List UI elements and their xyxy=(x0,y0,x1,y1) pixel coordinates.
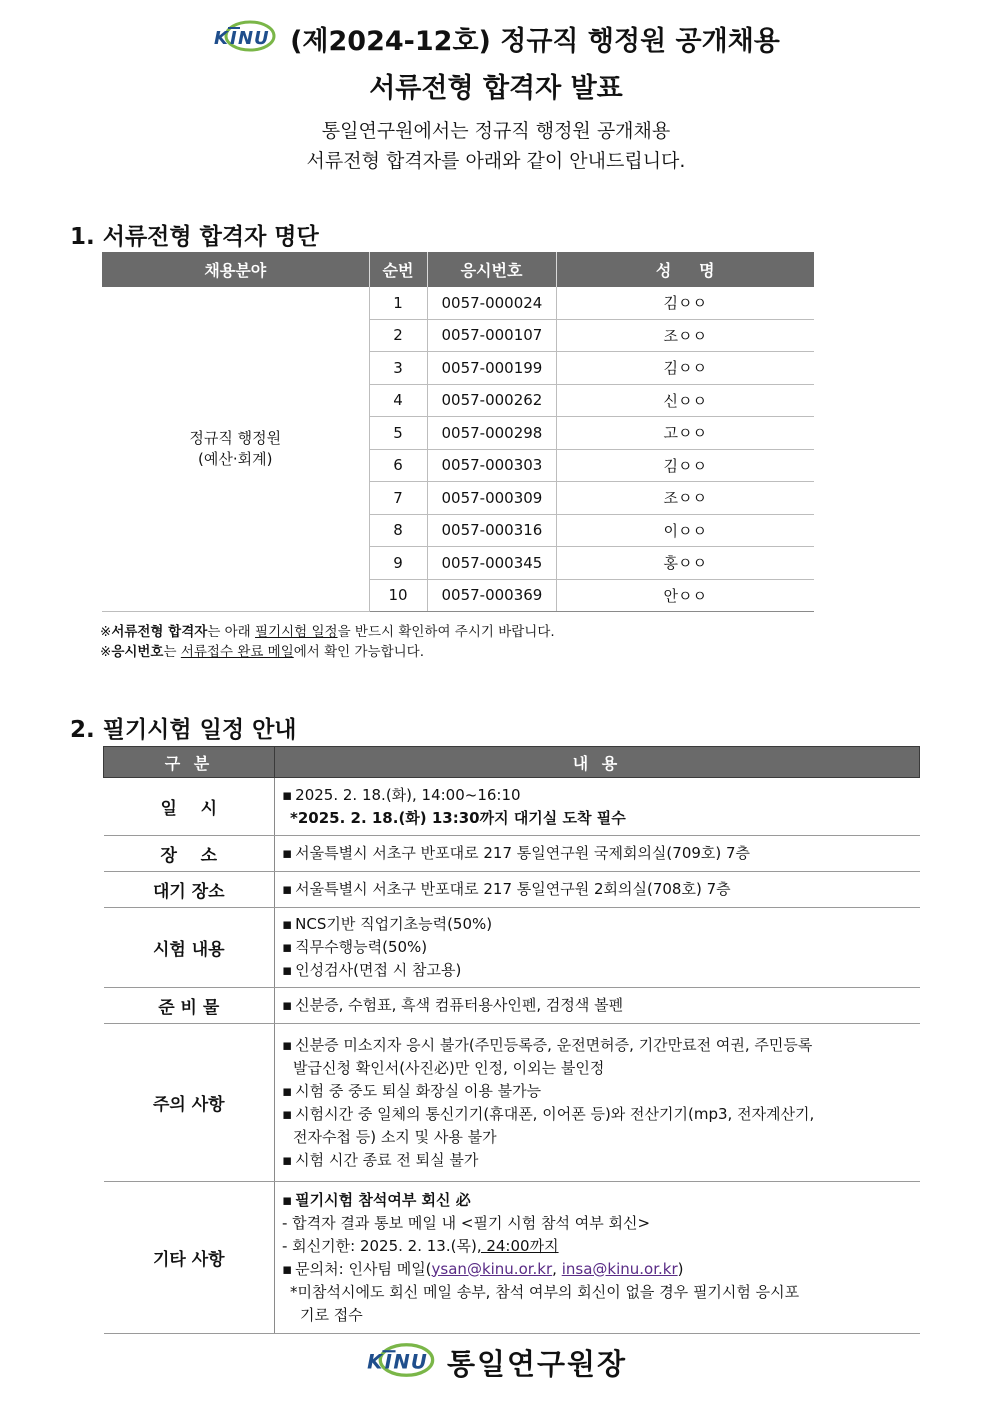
content-line: ▪ NCS기반 직업기초능력(50%) xyxy=(282,913,916,936)
svg-text:K: K xyxy=(214,28,229,49)
contact-text: ) xyxy=(677,1259,684,1278)
content-line: ▪ 신분증, 수험표, 흑색 컴퓨터용사인펜, 검정색 볼펜 xyxy=(282,994,916,1017)
content-line: ▪ 인성검사(면접 시 참고용) xyxy=(282,959,916,982)
seq-cell: 4 xyxy=(369,384,427,417)
content-line xyxy=(282,1235,916,1258)
section-2-title: 2. 필기시험 일정 안내 xyxy=(70,717,297,743)
row-content xyxy=(275,836,920,872)
note-text: 에서 확인 가능합니다. xyxy=(293,644,424,660)
content-line: ▪ 시험시간 중 일체의 통신기기(휴대폰, 이어폰 등)와 전산기기(mp3, 전자계산기, xyxy=(282,1103,916,1126)
seq-cell: 8 xyxy=(369,514,427,547)
contact-text: 문의처: 인사팀 메일( xyxy=(295,1259,432,1278)
section-1-title: 1. 서류전형 합격자 명단 xyxy=(70,224,319,250)
seq-cell: 5 xyxy=(369,417,427,450)
svg-text:I: I xyxy=(384,1350,392,1374)
seq-cell: 1 xyxy=(369,287,427,319)
row-content xyxy=(275,908,920,988)
svg-text:N: N xyxy=(393,1350,410,1374)
schedule-row-waiting xyxy=(104,872,920,908)
content-line: 기로 접수 xyxy=(300,1305,363,1324)
row-content xyxy=(275,1182,920,1334)
column-header: 성 명 xyxy=(556,252,814,287)
seq-cell: 10 xyxy=(369,579,427,612)
content-line: ▪ 직무수행능력(50%) xyxy=(282,936,916,959)
svg-text:N: N xyxy=(238,28,254,49)
note-mark: ※ xyxy=(100,644,112,660)
name-cell: 이ㅇㅇ xyxy=(556,514,814,547)
note-underline: 서류접수 완료 메일 xyxy=(180,644,294,660)
name-cell: 조ㅇㅇ xyxy=(556,319,814,352)
recruit-field-line: (예산·회계) xyxy=(198,450,273,468)
svg-text:I: I xyxy=(230,28,237,49)
name-cell: 김ㅇㅇ xyxy=(556,449,814,482)
schedule-row-datetime xyxy=(104,778,920,836)
note-line xyxy=(100,622,555,642)
application-number-cell: 0057-000303 xyxy=(427,449,556,482)
application-number-cell: 0057-000199 xyxy=(427,352,556,385)
name-cell: 홍ㅇㅇ xyxy=(556,547,814,580)
recruit-field xyxy=(102,287,369,612)
name-cell: 김ㅇㅇ xyxy=(556,287,814,319)
row-label: 장 소 xyxy=(104,836,275,872)
column-header: 응시번호 xyxy=(427,252,556,287)
row-label: 일 시 xyxy=(104,778,275,836)
content-line: - 합격자 결과 통보 메일 내 <필기 시험 참석 여부 회신> xyxy=(282,1213,651,1232)
note-line xyxy=(100,642,555,662)
passer-table xyxy=(102,252,814,612)
table-row xyxy=(102,287,814,319)
kinu-logo xyxy=(365,1340,437,1384)
row-content xyxy=(275,988,920,1024)
content-line: ▪ 시험 시간 종료 전 퇴실 불가 xyxy=(282,1149,916,1172)
schedule-row-etc xyxy=(104,1182,920,1334)
content-line: *미참석시에도 회신 메일 송부, 참석 여부의 회신이 없을 경우 필기시험 응시포 xyxy=(290,1282,800,1301)
deadline-text: - 회신기한: 2025. 2. 13.(목) xyxy=(282,1236,477,1255)
content-line: ▪ 서울특별시 서초구 반포대로 217 통일연구원 2회의실(708호) 7층 xyxy=(282,878,916,901)
row-content xyxy=(275,1024,920,1182)
application-number-cell: 0057-000024 xyxy=(427,287,556,319)
content-line: *2025. 2. 18.(화) 13:30까지 대기실 도착 필수 xyxy=(290,808,626,827)
schedule-row-caution xyxy=(104,1024,920,1182)
seq-cell: 9 xyxy=(369,547,427,580)
name-cell: 안ㅇㅇ xyxy=(556,579,814,612)
application-number-cell: 0057-000369 xyxy=(427,579,556,612)
recruit-field-line: 정규직 행정원 xyxy=(189,429,282,447)
title-row xyxy=(0,14,992,62)
document-header xyxy=(0,14,992,105)
schedule-row-place xyxy=(104,836,920,872)
svg-text:K: K xyxy=(367,1350,383,1374)
note-underline: 필기시험 일정 xyxy=(255,624,338,640)
note-text: 을 반드시 확인하여 주시기 바랍니다. xyxy=(337,624,555,640)
column-header: 채용분야 xyxy=(102,252,369,287)
note-mark: ※ xyxy=(100,624,112,640)
seq-cell: 6 xyxy=(369,449,427,482)
name-cell: 김ㅇㅇ xyxy=(556,352,814,385)
notes xyxy=(100,622,555,662)
note-text: 는 아래 xyxy=(207,624,256,640)
name-cell: 신ㅇㅇ xyxy=(556,384,814,417)
name-cell: 조ㅇㅇ xyxy=(556,482,814,515)
kinu-logo xyxy=(212,18,278,58)
schedule-row-content xyxy=(104,908,920,988)
schedule-row-prep xyxy=(104,988,920,1024)
issuer-name: 통일연구원장 xyxy=(446,1346,628,1381)
row-label: 대기 장소 xyxy=(104,872,275,908)
deadline-time: , 24:00까지 xyxy=(476,1236,559,1255)
content-line: 전자수첩 등) 소지 및 사용 불가 xyxy=(293,1127,497,1146)
content-line: ▪ 신분증 미소지자 응시 불가(주민등록증, 운전면허증, 기간만료전 여권, 주민등록 xyxy=(282,1034,916,1057)
note-bold: 응시번호 xyxy=(111,644,164,660)
seq-cell: 3 xyxy=(369,352,427,385)
svg-text:U: U xyxy=(410,1350,427,1374)
content-line: ▪ 필기시험 참석여부 회신 必 xyxy=(282,1189,916,1212)
row-content xyxy=(275,872,920,908)
content-line: ▪ 시험 중 중도 퇴실 화장실 이용 불가능 xyxy=(282,1080,916,1103)
svg-text:U: U xyxy=(254,28,269,49)
application-number-cell: 0057-000309 xyxy=(427,482,556,515)
email-link[interactable]: ysan@kinu.or.kr xyxy=(431,1259,553,1278)
name-cell: 고ㅇㅇ xyxy=(556,417,814,450)
document-subtitle: 서류전형 합격자 발표 xyxy=(369,73,623,104)
email-link[interactable]: insa@kinu.or.kr xyxy=(561,1259,678,1278)
exam-schedule-table xyxy=(103,746,920,1334)
table-header-row xyxy=(102,252,814,287)
row-label: 준 비 물 xyxy=(104,988,275,1024)
column-header: 구 분 xyxy=(104,747,275,778)
content-line: 발급신청 확인서(사진必)만 인정, 이외는 불인정 xyxy=(293,1058,605,1077)
intro-line: 통일연구원에서는 정규직 행정원 공개채용 xyxy=(321,120,671,142)
content-line xyxy=(282,1258,916,1281)
row-label: 주의 사항 xyxy=(104,1024,275,1182)
application-number-cell: 0057-000298 xyxy=(427,417,556,450)
content-line: ▪ 2025. 2. 18.(화), 14:00~16:10 xyxy=(282,784,916,807)
content-line: ▪ 서울특별시 서초구 반포대로 217 통일연구원 국제회의실(709호) 7층 xyxy=(282,842,916,865)
column-header: 내 용 xyxy=(275,747,920,778)
application-number-cell: 0057-000107 xyxy=(427,319,556,352)
column-header: 순번 xyxy=(369,252,427,287)
row-label: 시험 내용 xyxy=(104,908,275,988)
application-number-cell: 0057-000262 xyxy=(427,384,556,417)
application-number-cell: 0057-000316 xyxy=(427,514,556,547)
table-header-row xyxy=(104,747,920,778)
note-text: 는 xyxy=(163,644,181,660)
intro-line: 서류전형 합격자를 아래와 같이 안내드립니다. xyxy=(306,150,686,172)
intro-text xyxy=(0,116,992,176)
note-bold: 서류전형 합격자 xyxy=(111,624,208,640)
row-content xyxy=(275,778,920,836)
seq-cell: 2 xyxy=(369,319,427,352)
document-title: (제2024-12호) 정규직 행정원 공개채용 xyxy=(290,25,780,57)
contact-text: , xyxy=(552,1259,562,1278)
seq-cell: 7 xyxy=(369,482,427,515)
footer-signature xyxy=(0,1340,992,1384)
application-number-cell: 0057-000345 xyxy=(427,547,556,580)
row-label: 기타 사항 xyxy=(104,1182,275,1334)
